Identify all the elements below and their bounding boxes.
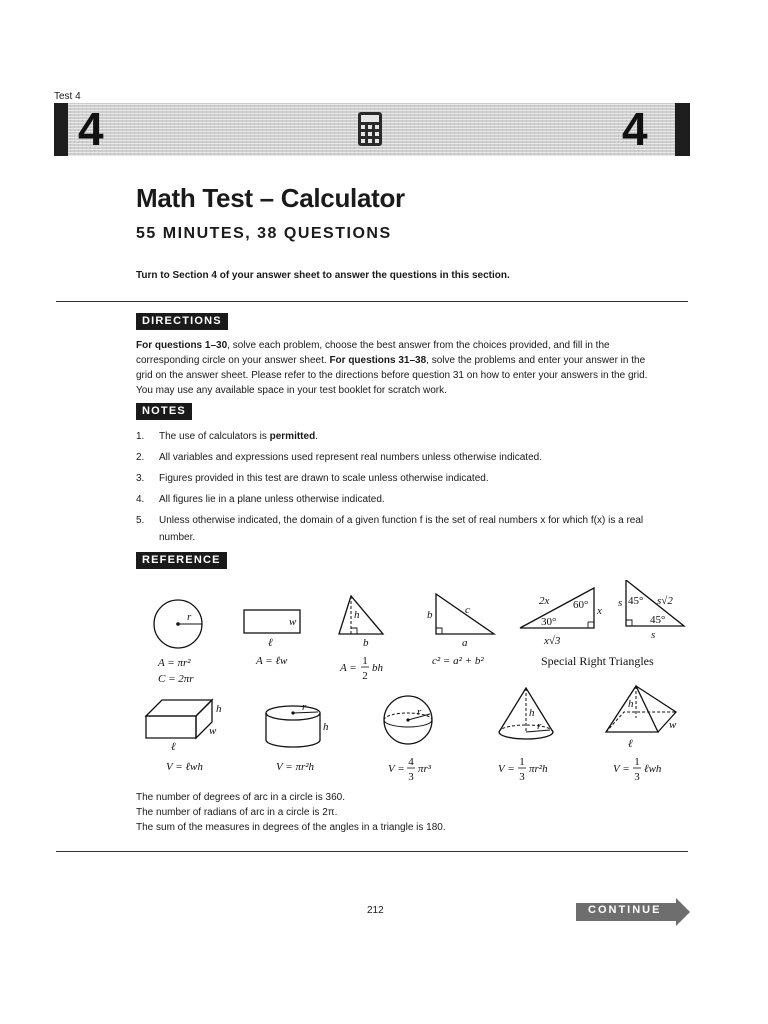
sphere-volume-rhs: πr³ <box>418 763 432 775</box>
note-text <box>159 428 654 445</box>
right-triangle-figure <box>427 594 494 667</box>
triangle-figure <box>339 596 384 682</box>
cone-volume-denominator: 3 <box>519 771 525 783</box>
right-triangle-hypotenuse-c: c <box>465 604 470 616</box>
triangle-45-bottom-leg: s <box>651 629 656 641</box>
note-number: 3. <box>136 473 145 484</box>
triangle-30-60-long-leg: x√3 <box>544 635 561 647</box>
note-text-post: . <box>315 431 318 442</box>
pythagorean-formula: c² = a² + b² <box>432 655 484 667</box>
triangle-30-60-short-leg: x <box>597 605 602 617</box>
triangle-area-numerator: 1 <box>362 655 368 667</box>
page-title: Math Test – Calculator <box>136 183 405 213</box>
cylinder-volume-formula: V = πr²h <box>276 761 315 773</box>
cone-volume-numerator: 1 <box>519 756 525 768</box>
pyramid-volume-rhs: ℓwh <box>644 763 662 775</box>
pyramid-height-label: h <box>628 698 634 710</box>
sphere-volume-numerator: 4 <box>408 756 414 768</box>
pyramid-volume-lhs: V = <box>613 763 630 775</box>
pyramid-width-label: w <box>669 719 677 731</box>
special-triangles-caption: Special Right Triangles <box>541 654 654 668</box>
fact-triangle-sum: The sum of the measures in degrees of the angles in a triangle is 180. <box>136 822 446 833</box>
banner-left-bar <box>54 103 68 156</box>
triangle-area-denominator: 2 <box>362 670 368 682</box>
cone-volume-lhs: V = <box>498 763 515 775</box>
box-height-label: h <box>216 703 222 715</box>
divider-top <box>56 301 688 302</box>
pyramid-figure <box>606 686 677 783</box>
section-number-left: 4 <box>78 103 104 155</box>
sphere-volume-lhs: V = <box>388 763 405 775</box>
triangle-60-angle: 60° <box>573 599 589 611</box>
cone-volume-rhs: πr²h <box>529 763 548 775</box>
test-label: Test 4 <box>54 91 81 102</box>
continue-label: CONTINUE <box>588 904 662 916</box>
circle-radius-label: r <box>187 611 192 623</box>
sphere-figure <box>384 696 432 783</box>
box-width-label: w <box>209 725 217 737</box>
triangle-45-top-angle: 45° <box>628 595 644 607</box>
directions-text-1: , solve each problem, choose the best answer from the choices provided, and fill in the corresponding circle on your answer sheet. <box>136 340 610 366</box>
sphere-radius-label: r <box>417 706 422 718</box>
triangle-45-right-angle: 45° <box>650 614 666 626</box>
note-number: 2. <box>136 452 145 463</box>
rectangle-length-label: ℓ <box>268 637 273 649</box>
box-length-label: ℓ <box>171 741 176 753</box>
calculator-icon <box>357 111 383 147</box>
triangle-30-60-hyp: 2x <box>539 595 550 607</box>
box-volume-formula: V = ℓwh <box>166 761 203 773</box>
pyramid-length-label: ℓ <box>628 738 633 750</box>
fact-degrees: The number of degrees of arc in a circle is 360. <box>136 792 345 803</box>
triangle-area-rhs: bh <box>372 662 383 674</box>
directions-text-2: , solve the problems and enter your answer in the grid on the answer sheet. Please refer to the directions before question 31 on how to enter your answers in the grid. You may use any available space in your test booklet for scratch work. <box>136 355 648 396</box>
rectangle-area-formula: A = ℓw <box>256 655 288 667</box>
cylinder-radius-label: r <box>302 701 307 713</box>
triangle-30-60-90 <box>520 588 602 647</box>
triangle-area-lhs: A = <box>340 662 357 674</box>
triangle-30-angle: 30° <box>541 616 557 628</box>
circle-circumference-formula: C = 2πr <box>158 673 194 685</box>
page-subtitle: 55 MINUTES, 38 QUESTIONS <box>136 225 392 242</box>
banner-right-bar <box>675 103 690 156</box>
directions-text <box>136 338 648 398</box>
cone-figure <box>498 688 553 783</box>
rectangle-figure <box>244 610 300 667</box>
section-instruction: Turn to Section 4 of your answer sheet to answer the questions in this section. <box>136 270 510 281</box>
triangle-base-label: b <box>363 637 369 649</box>
box-figure <box>146 700 222 773</box>
sphere-volume-denominator: 3 <box>408 771 414 783</box>
directions-bold-1: For questions 1–30 <box>136 340 228 351</box>
circle-area-formula: A = πr² <box>158 657 191 669</box>
directions-heading: DIRECTIONS <box>136 313 228 330</box>
triangle-45-hyp: s√2 <box>657 595 673 607</box>
section-number-right: 4 <box>622 103 648 155</box>
note-number: 4. <box>136 494 145 505</box>
cylinder-figure <box>266 701 329 773</box>
rectangle-width-label: w <box>289 616 297 628</box>
note-text: Unless otherwise indicated, the domain of a given function f is the set of real numbers x for which f(x) is a real number. <box>159 515 644 543</box>
pyramid-volume-denominator: 3 <box>634 771 640 783</box>
cone-radius-label: r <box>537 720 542 732</box>
note-number: 1. <box>136 431 145 442</box>
directions-bold-2: For questions 31–38 <box>329 355 427 366</box>
triangle-45-left-leg: s <box>618 597 623 609</box>
reference-figures <box>136 580 696 790</box>
note-text-bold: permitted <box>269 431 316 442</box>
note-text-pre: The use of calculators is <box>159 431 270 442</box>
note-number: 5. <box>136 515 145 526</box>
pyramid-volume-numerator: 1 <box>634 756 640 768</box>
reference-heading: REFERENCE <box>136 552 227 569</box>
note-text: All figures lie in a plane unless otherwise indicated. <box>159 494 385 505</box>
divider-bottom <box>56 851 688 852</box>
cone-height-label: h <box>529 707 535 719</box>
cylinder-height-label: h <box>323 721 329 733</box>
page-number: 212 <box>367 905 384 916</box>
note-text: All variables and expressions used represent real numbers unless otherwise indicated. <box>159 452 542 463</box>
triangle-45-45-90 <box>618 580 684 641</box>
reference-facts <box>136 790 446 835</box>
right-triangle-leg-a: a <box>462 637 468 649</box>
right-triangle-leg-b: b <box>427 609 433 621</box>
note-text: Figures provided in this test are drawn to scale unless otherwise indicated. <box>159 473 489 484</box>
fact-radians: The number of radians of arc in a circle is 2π. <box>136 807 338 818</box>
triangle-height-label: h <box>354 609 360 621</box>
circle-figure <box>154 600 202 685</box>
notes-heading: NOTES <box>136 403 192 420</box>
